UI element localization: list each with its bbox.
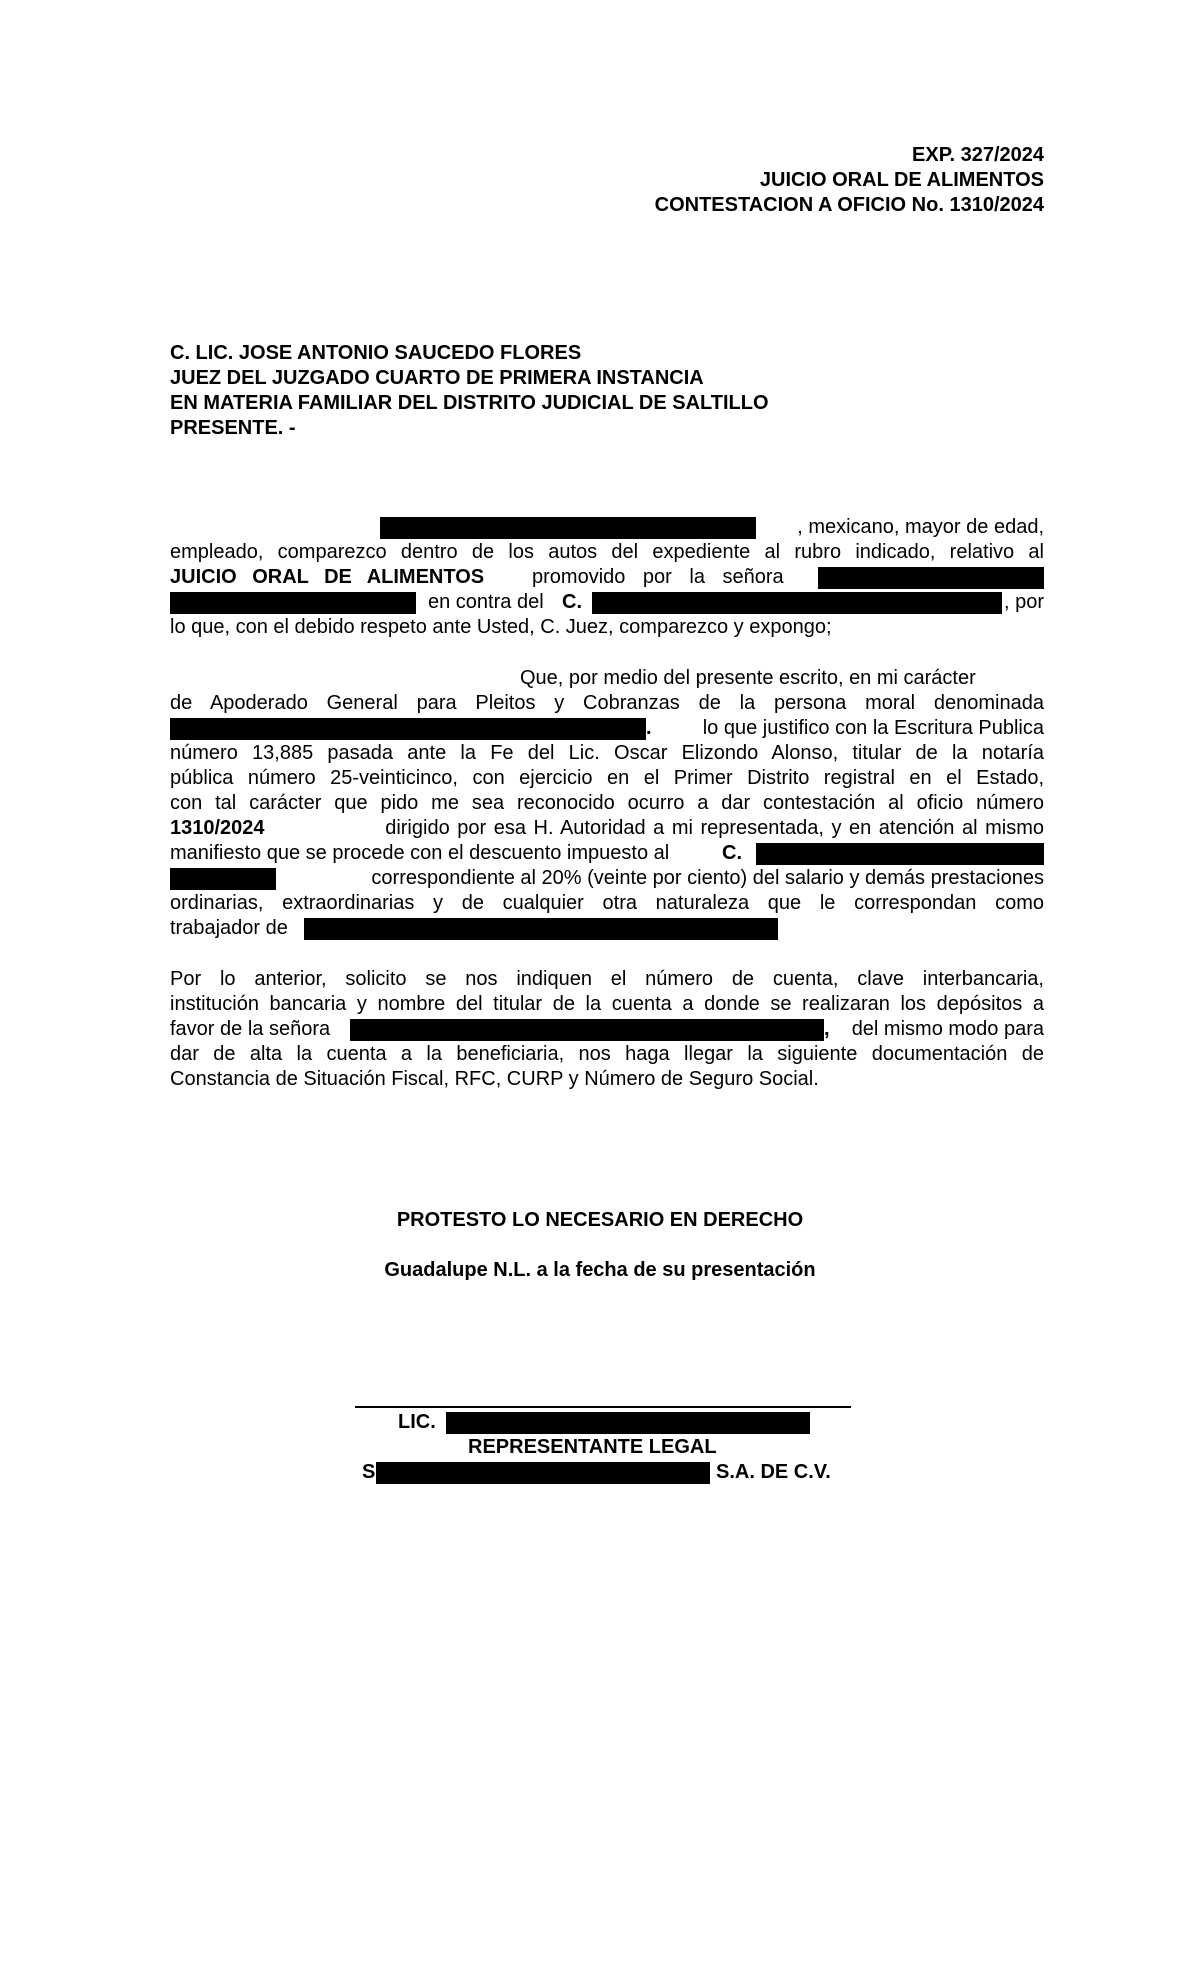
paragraph-line	[170, 716, 1044, 741]
paragraph-line	[170, 666, 1044, 691]
request-line-text: institución bancaria y nombre del titular de la cuenta a donde se realizaran los depósitos a	[170, 993, 1044, 1015]
signature-company-suffix: S.A. DE C.V.	[716, 1461, 831, 1483]
addressee-position: JUEZ DEL JUZGADO CUARTO DE PRIMERA INSTANCIA	[170, 367, 704, 389]
redaction-bar	[446, 1412, 810, 1434]
request-line-text: dar de alta la cuenta a la beneficiaria, nos haga llegar la siguiente documentación de	[170, 1043, 1044, 1065]
paragraph-line	[170, 891, 1044, 916]
request-line-bold: ,	[824, 1018, 830, 1040]
paragraph-line	[170, 615, 1044, 640]
addressee-block	[170, 341, 1050, 441]
paragraph-line	[170, 791, 1044, 816]
redaction-bar	[350, 1019, 824, 1041]
redaction-bar	[380, 517, 756, 539]
redaction-bar	[170, 592, 416, 614]
case-type: JUICIO ORAL DE ALIMENTOS	[759, 169, 1044, 191]
body-line-text: pública número 25-veinticinco, con ejercicio en el Primer Distrito registral en el Estado,	[170, 767, 1044, 789]
body-line-text: correspondiente al 20% (veinte por ciento) del salario y demás prestaciones	[371, 867, 1044, 889]
signature-line	[355, 1406, 851, 1408]
signature-role-line	[170, 1435, 1044, 1460]
intro-line-text: , mexicano, mayor de edad,	[797, 516, 1044, 538]
addressee-name: C. LIC. JOSE ANTONIO SAUCEDO FLORES	[170, 342, 582, 364]
paragraph-line	[170, 540, 1044, 565]
paragraph-line	[170, 916, 1044, 941]
case-header	[560, 143, 1044, 218]
body-line-text: Que, por medio del presente escrito, en mi carácter	[520, 667, 976, 689]
addressee-district: EN MATERIA FAMILIAR DEL DISTRITO JUDICIAL DE SALTILLO	[170, 392, 769, 414]
paragraph-line	[170, 992, 1044, 1017]
request-line-text: Constancia de Situación Fiscal, RFC, CURP y Número de Seguro Social.	[170, 1068, 819, 1090]
body-line-text: ordinarias, extraordinarias y de cualquier otra naturaleza que le correspondan como	[170, 892, 1044, 914]
signature-role: REPRESENTANTE LEGAL	[468, 1436, 717, 1458]
redaction-bar	[818, 567, 1044, 589]
redaction-bar	[170, 718, 646, 740]
signature-company-prefix: S	[362, 1461, 376, 1483]
case-type-inline: JUICIO ORAL DE ALIMENTOS	[170, 566, 485, 588]
signature-company-line	[170, 1460, 1044, 1485]
paragraph-line	[170, 1017, 1044, 1042]
paragraph-line	[170, 691, 1044, 716]
request-line-text: favor de la señora	[170, 1018, 331, 1040]
intro-line-text: en contra del	[428, 591, 544, 613]
paragraph-line	[170, 841, 1044, 866]
official-letter-reference: CONTESTACION A OFICIO No. 1310/2024	[654, 194, 1044, 216]
paragraph-line	[170, 515, 1044, 540]
paragraph-line	[170, 741, 1044, 766]
redaction-bar	[592, 592, 1002, 614]
intro-line-text: promovido por la señora	[532, 566, 784, 588]
redaction-bar	[376, 1462, 710, 1484]
intro-line-bold: C.	[562, 591, 582, 613]
redaction-bar	[170, 868, 276, 890]
signature-lic-prefix: LIC.	[398, 1411, 436, 1433]
signature-name-line	[170, 1410, 1044, 1435]
paragraph-line	[170, 1042, 1044, 1067]
request-line-text: del mismo modo para	[851, 1018, 1044, 1040]
body-line-text: lo que justifico con la Escritura Publica	[702, 717, 1044, 739]
body-line-text: número 13,885 pasada ante la Fe del Lic. Oscar Elizondo Alonso, titular de la notaría	[170, 742, 1044, 764]
body-line-text: de Apoderado General para Pleitos y Cobranzas de la persona moral denominada	[170, 692, 1044, 714]
body-line-text: trabajador de	[170, 917, 288, 939]
oficio-number: 1310/2024	[170, 817, 265, 839]
redaction-bar	[304, 918, 778, 940]
intro-line-text: , por	[1003, 591, 1044, 613]
intro-line-text: empleado, comparezco dentro de los autos del expediente al rubro indicado, relativo al	[170, 541, 1044, 563]
paragraph-line	[170, 967, 1044, 992]
paragraph-line	[170, 1067, 1044, 1092]
paragraph-line	[170, 565, 1044, 590]
body-line-bold: .	[646, 717, 652, 739]
addressee-presente: PRESENTE. -	[170, 417, 296, 439]
paragraph-line	[170, 816, 1044, 841]
intro-line-text: lo que, con el debido respeto ante Usted, C. Juez, comparezco y expongo;	[170, 616, 832, 638]
paragraph-line	[170, 766, 1044, 791]
body-line-text: manifiesto que se procede con el descuento impuesto al	[170, 842, 670, 864]
request-line-text: Por lo anterior, solicito se nos indiquen el número de cuenta, clave interbancaria,	[170, 968, 1044, 990]
paragraph-line	[170, 590, 1044, 615]
protesto-line: PROTESTO LO NECESARIO EN DERECHO	[396, 1209, 804, 1231]
place-and-date: Guadalupe N.L. a la fecha de su presentación	[384, 1259, 816, 1281]
case-number: EXP. 327/2024	[912, 144, 1044, 166]
body-line-text: dirigido por esa H. Autoridad a mi representada, y en atención al mismo	[385, 817, 1044, 839]
redaction-bar	[756, 843, 1044, 865]
paragraph-line	[170, 866, 1044, 891]
body-line-bold: C.	[722, 842, 742, 864]
body-line-text: con tal carácter que pido me sea reconocido ocurro a dar contestación al oficio número	[170, 792, 1044, 814]
